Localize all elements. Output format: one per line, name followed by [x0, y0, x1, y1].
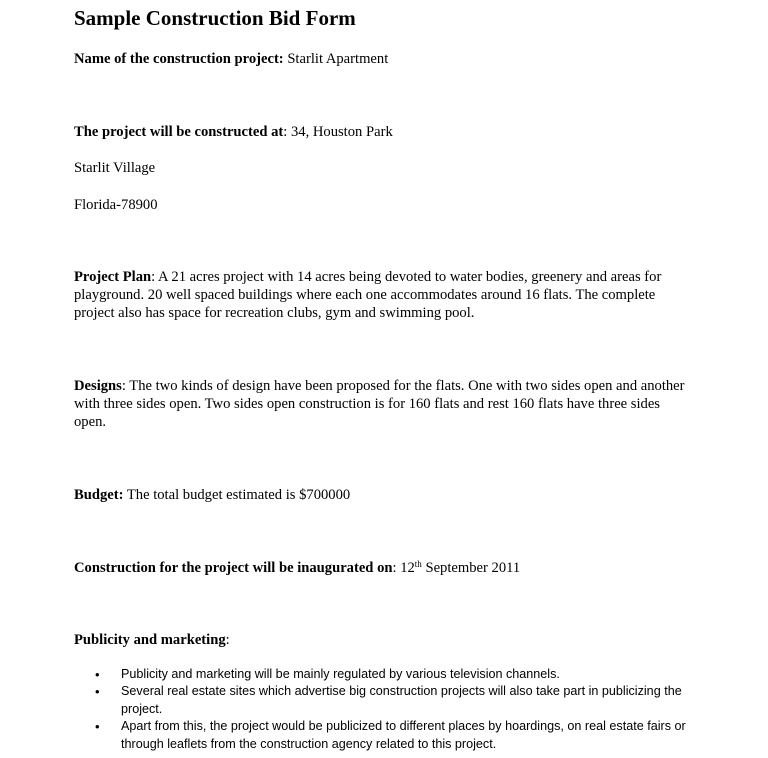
project-plan-text: : A 21 acres project with 14 acres being devoted to water bodies, greenery and areas for playground. 20 well spaced buildings where each one accommodates around 16 flats. The complete project also has space for recreation clubs, gym and swimming pool.: [74, 269, 662, 321]
location-line-2: Starlit Village: [74, 160, 156, 176]
list-item: • Publicity and marketing will be mainly regulated by various television channels.: [92, 666, 692, 683]
inauguration-line: [74, 559, 520, 577]
project-plan-paragraph: [74, 268, 694, 322]
project-plan-label: Project Plan: [74, 269, 152, 285]
inauguration-suffix: September 2011: [421, 560, 521, 576]
inauguration-prefix: : 12: [392, 560, 415, 576]
location-line: [74, 123, 393, 141]
budget-line: [74, 486, 350, 504]
budget-text: The total budget estimated is $700000: [123, 487, 351, 503]
inauguration-ordinal-suffix: th: [414, 559, 422, 569]
location-label: The project will be constructed at: [74, 124, 284, 140]
inauguration-label: Construction for the project will be inaugurated on: [74, 560, 393, 576]
designs-label: Designs: [74, 378, 122, 394]
designs-paragraph: [74, 377, 694, 431]
publicity-list: [92, 666, 692, 753]
publicity-heading: [74, 631, 230, 649]
list-item: • Several real estate sites which advertise big construction projects will also take part in publicizing the project.: [92, 683, 692, 718]
project-name-value: Starlit Apartment: [283, 51, 389, 67]
list-item: • Apart from this, the project would be publicized to different places by hoardings, on real estate fairs or through leaflets from the construction agency related to this project.: [92, 718, 692, 753]
document-title: Sample Construction Bid Form: [74, 6, 356, 30]
publicity-colon: :: [225, 632, 230, 648]
location-value: : 34, Houston Park: [283, 124, 393, 140]
project-name-line: [74, 50, 388, 68]
designs-text: : The two kinds of design have been proposed for the flats. One with two sides open and another with three sides open. Two sides open construction is for 160 flats and rest 160 flats have three sides open.: [74, 378, 685, 430]
budget-label: Budget:: [74, 487, 124, 503]
publicity-label: Publicity and marketing: [74, 632, 226, 648]
location-line-3: Florida-78900: [74, 197, 158, 213]
project-name-label: Name of the construction project:: [74, 51, 284, 67]
